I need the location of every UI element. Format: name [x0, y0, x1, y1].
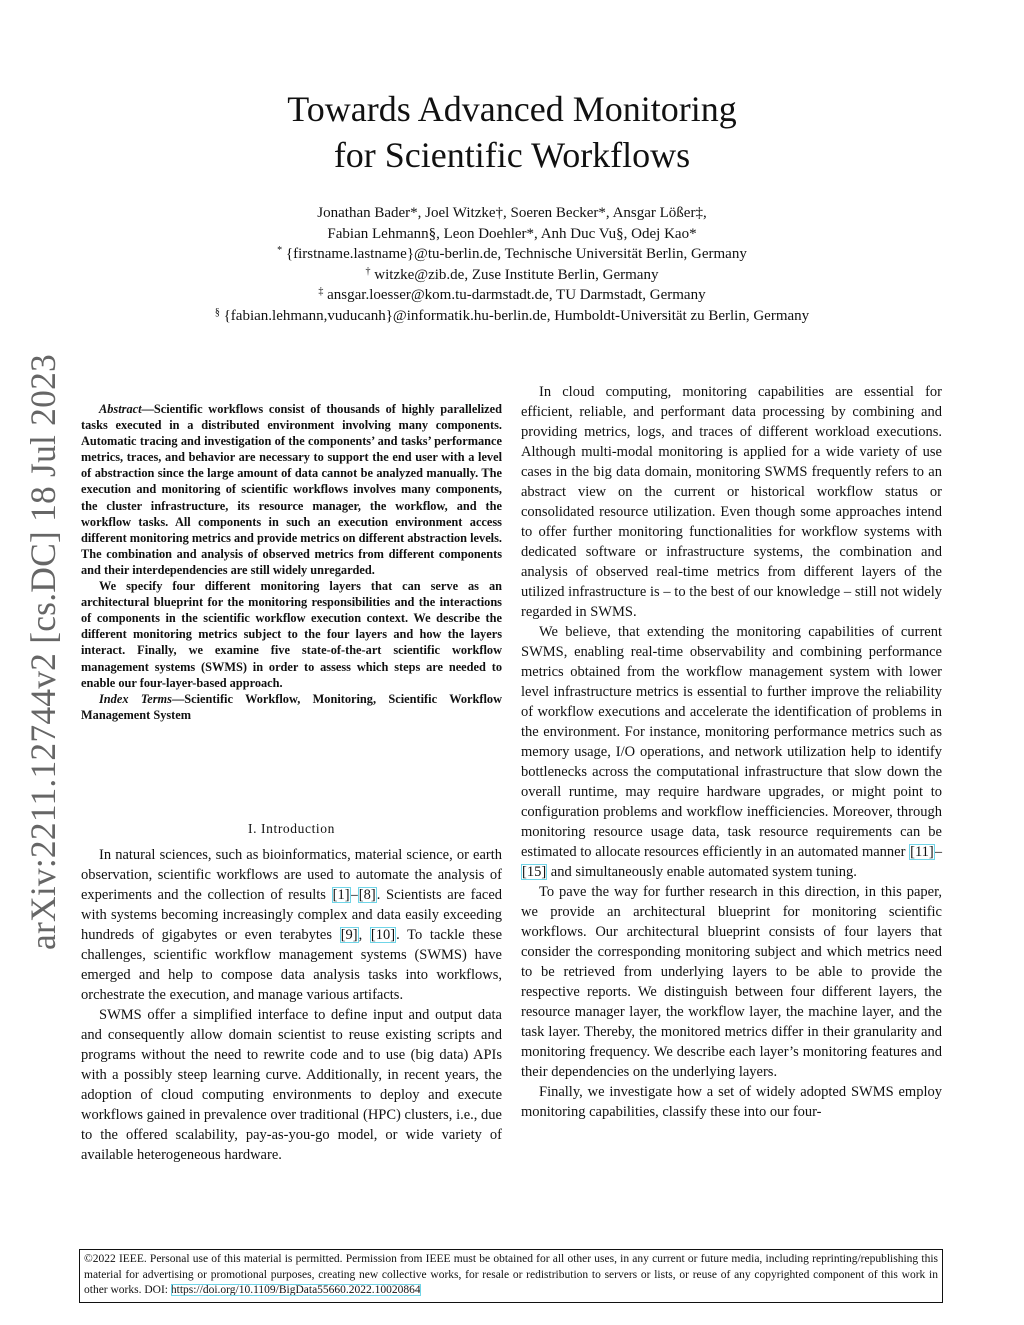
affiliation-2: [0, 265, 1024, 286]
author-block: [0, 203, 1024, 326]
arxiv-stamp-text: arXiv:2211.12744v2 [cs.DC] 18 Jul 2023: [23, 354, 63, 950]
doi-link[interactable]: https://doi.org/10.1109/BigData55660.2022.10020864: [170, 1284, 421, 1296]
title-line-1: Towards Advanced Monitoring: [287, 89, 737, 129]
intro-text: –: [350, 887, 358, 903]
affiliation-3: [0, 285, 1024, 306]
arxiv-stamp: [14, 354, 72, 950]
intro-text: In natural sciences, such as bioinformatics, material science, or earth observation, scientific workflows are used to automate the analysis of experiments and the collection of results: [81, 847, 502, 903]
affiliation-4: [0, 306, 1024, 327]
abstract: [81, 401, 502, 723]
citation-link[interactable]: [15]: [522, 864, 547, 880]
affiliation-1: [0, 244, 1024, 265]
affiliation-mark: ‡: [318, 286, 324, 297]
index-terms-text: —Scientific Workflow, Monitoring, Scientific Workflow Management System: [81, 691, 502, 722]
title-line-2: for Scientific Workflows: [333, 135, 691, 175]
intro-paragraph-2: SWMS offer a simplified interface to define input and output data and consequently allow domain scientist to reuse existing scripts and programs without the need to rewrite code and to use (big data) APIs with a possibly steep learning curve. Additionally, in recent years, the adoption of cloud computing environments to deploy and execute workflows gained in prevalence over traditional (HPC) clusters, i.e., due to the offered scalability, pay-as-you-go model, or wide variety of available heterogeneous hardware.: [81, 1007, 502, 1163]
index-terms-label: Index Terms: [99, 691, 172, 706]
affiliation-mark: *: [277, 245, 283, 256]
authors-line-2: Fabian Lehmann§, Leon Doehler*, Anh Duc Vu§, Odej Kao*: [327, 225, 697, 242]
right-paragraph-1: In cloud computing, monitoring capabilities are essential for efficient, reliable, and performant data processing by combining and providing metrics, logs, and traces of different workload executions. Although multi-modal monitoring is applied for a wide variety of use cases in the big data domain, monitoring SWMS frequently refers to an abstract view on the current or historical workflow status or consolidated resource utilization. Even though some approaches intend to offer further monitoring functionalities for workflow systems with dedicated software or infrastructure systems, the combination and analysis of observed real-time metrics from different layers of the utilized infrastructure is – to the best of our knowledge – still not widely regarded in SWMS.: [521, 384, 942, 620]
abstract-label: Abstract: [99, 402, 142, 416]
right-paragraph-3: To pave the way for further research in this direction, in this paper, we provide an architectural blueprint for monitoring scientific workflows. Our architectural blueprint consists of four layers that consider the corresponding monitoring subject and which metrics need to be retrieved from underlying layers to be able to provide the respective reports. We distinguish between four different layers, the resource manager layer, the workflow layer, the machine layer, and the task layer. Thereby, the monitored metrics differ in their granularity and monitoring frequency. We describe each layer’s monitoring features and their dependencies on the underlying layers.: [521, 884, 942, 1080]
affiliation-text: witzke@zib.de, Zuse Institute Berlin, Germany: [374, 266, 659, 283]
intro-text: . To tackle these challenges, scientific workflow management systems (SWMS) have emerged and help to compose data analysis tasks into workflows, orchestrate the execution, and manage various artifacts.: [81, 927, 503, 1003]
citation-link[interactable]: [8]: [358, 887, 376, 903]
citation-link[interactable]: [1]: [332, 887, 350, 903]
affiliation-text: {fabian.lehmann,vuducanh}@informatik.hu-berlin.de, Humboldt-Universität zu Berlin, Germany: [223, 307, 810, 324]
affiliation-mark: §: [214, 306, 220, 318]
citation-link[interactable]: [11]: [910, 844, 934, 860]
abstract-paragraph-2: We specify four different monitoring layers that can serve as an architectural blueprint for the monitoring responsibilities and the interactions of components in the scientific workflow execution context. We describe the different monitoring metrics subject to the four layers and how the layers interact. Finally, we examine five state-of-the-art scientific workflow management systems (SWMS) in order to assess which steps are needed to enable our four-layer-based approach.: [81, 579, 502, 690]
body-text: and simultaneously enable automated system tuning.: [547, 864, 857, 880]
affiliation-mark: †: [365, 265, 371, 277]
right-paragraph-4: Finally, we investigate how a set of widely adopted SWMS employ monitoring capabilities, classify these into our four-: [521, 1084, 942, 1120]
paper-title: [0, 86, 1024, 178]
authors-line-1: Jonathan Bader*, Joel Witzke†, Soeren Becker*, Ansgar Lößer‡,: [317, 205, 707, 221]
intro-text: ,: [358, 927, 370, 943]
intro-text: . Scientists are faced with systems becoming increasingly complex and data easily exceeding hundreds of gigabytes or even terabytes: [81, 887, 503, 943]
introduction-left-column: [81, 845, 502, 1165]
right-column: [521, 382, 942, 1122]
index-terms: [81, 691, 502, 723]
right-paragraph-2: [521, 622, 942, 882]
body-text: –: [934, 844, 942, 860]
copyright-notice: [79, 1249, 943, 1303]
intro-paragraph-1: [81, 845, 502, 1005]
abstract-paragraph-1: [81, 401, 502, 578]
citation-link[interactable]: [9]: [340, 927, 358, 943]
citation-link[interactable]: [10]: [370, 927, 396, 943]
abstract-text-1: —Scientific workflows consist of thousands of highly parallelized tasks executed in a distributed environment involving many components. Automatic tracing and investigation of the components’ and tasks’ performance metrics, traces, and behavior are necessary to support the end user with a level of abstraction since the large amount of data cannot be analyzed manually. The execution and monitoring of scientific workflows involves many components, the cluster infrastructure, its resource manager, the workflow, and the workflow tasks. All components in such an execution environment access different monitoring metrics and provide metrics on different abstraction levels. The combination and analysis of observed metrics from different components and their interdependencies are still widely unregarded.: [81, 402, 502, 577]
affiliation-text: ansgar.loesser@kom.tu-darmstadt.de, TU Darmstadt, Germany: [327, 287, 706, 303]
copyright-text: ©2022 IEEE. Personal use of this material is permitted. Permission from IEEE must be obtained for all other uses, in any current or future media, including reprinting/republishing this material for advertising or promotional purposes, creating new collective works, for resale or redistribution to servers or lists, or reuse of any copyrighted component of this work in other works. DOI:: [84, 1253, 938, 1296]
section-heading-introduction: I. Introduction: [248, 821, 335, 836]
body-text: We believe, that extending the monitoring capabilities of current SWMS, enabling real-time observability and combining performance metrics obtained from the workflow management system with lower level infrastructure metrics is essential to further improve the reliability of workflow executions and accelerate the identification of problems in the environment. For instance, monitoring performance metrics such as memory usage, I/O operations, and network utilization help to identify bottlenecks across the computational infrastructure that slow down the overall runtime, may require hardware upgrades, or might point to configuration problems and workflow inefficiencies. Moreover, through monitoring resource usage data, task resource requirements can be estimated to allocate resources efficiently in an automated manner: [521, 624, 942, 860]
affiliation-text: {firstname.lastname}@tu-berlin.de, Technische Universität Berlin, Germany: [285, 246, 747, 262]
